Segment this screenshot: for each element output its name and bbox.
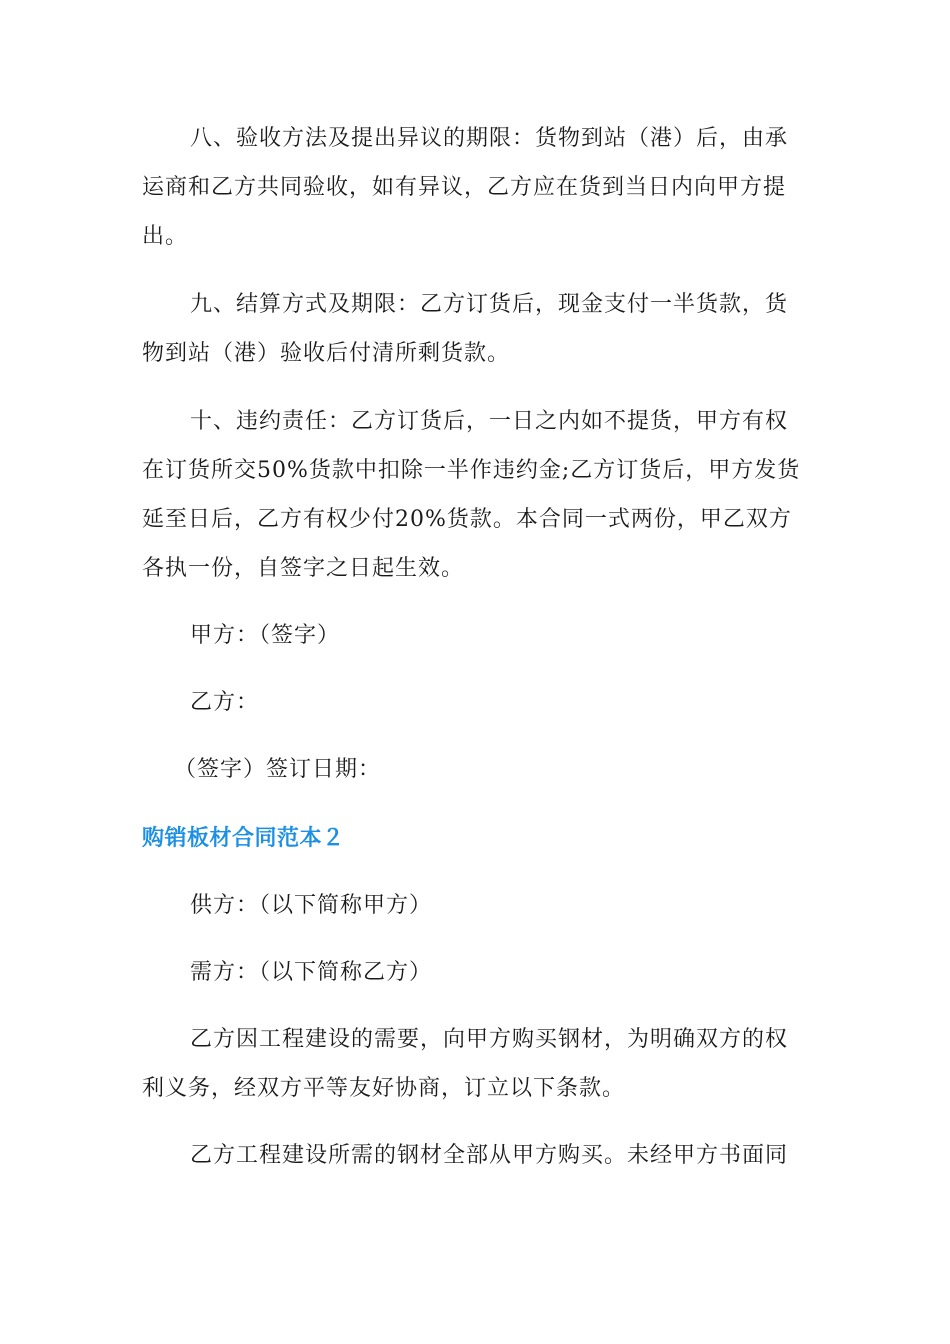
- buyer-line: 需方：（以下简称乙方）: [190, 960, 433, 985]
- section-title: 购销板材合同范本２: [142, 826, 345, 851]
- document-page: [142, 114, 810, 1180]
- clause-8-inspection: 八、验收方法及提出异议的期限：货物到站（港）后，由承运商和乙方共同验收，如有异议，乙方应在货到当日内向甲方提出。: [142, 126, 789, 249]
- clause-9-settlement: 九、结算方式及期限：乙方订货后，现金支付一半货款，货物到站（港）验收后付清所剩货款。: [142, 292, 789, 366]
- clause-10-liability: 十、违约责任：乙方订货后，一日之内如不提货，甲方有权在订货所交50%货款中扣除一半作违约金;乙方订货后，甲方发货延至日后，乙方有权少付20%货款。本合同一式两份，甲乙双方各执一份，自签字之日起生效。: [142, 409, 801, 581]
- party-b-signature: 乙方：: [190, 690, 260, 715]
- supplier-line: 供方：（以下简称甲方）: [190, 893, 433, 918]
- purpose-paragraph: 乙方因工程建设的需要，向甲方购买钢材，为明确双方的权利义务，经双方平等友好协商，订立以下条款。: [142, 1027, 789, 1101]
- purchase-clause: 乙方工程建设所需的钢材全部从甲方购买。未经甲方书面同: [190, 1143, 789, 1168]
- party-a-signature: 甲方：（签字）: [190, 623, 341, 648]
- signing-date: （签字）签订日期：: [174, 757, 382, 782]
